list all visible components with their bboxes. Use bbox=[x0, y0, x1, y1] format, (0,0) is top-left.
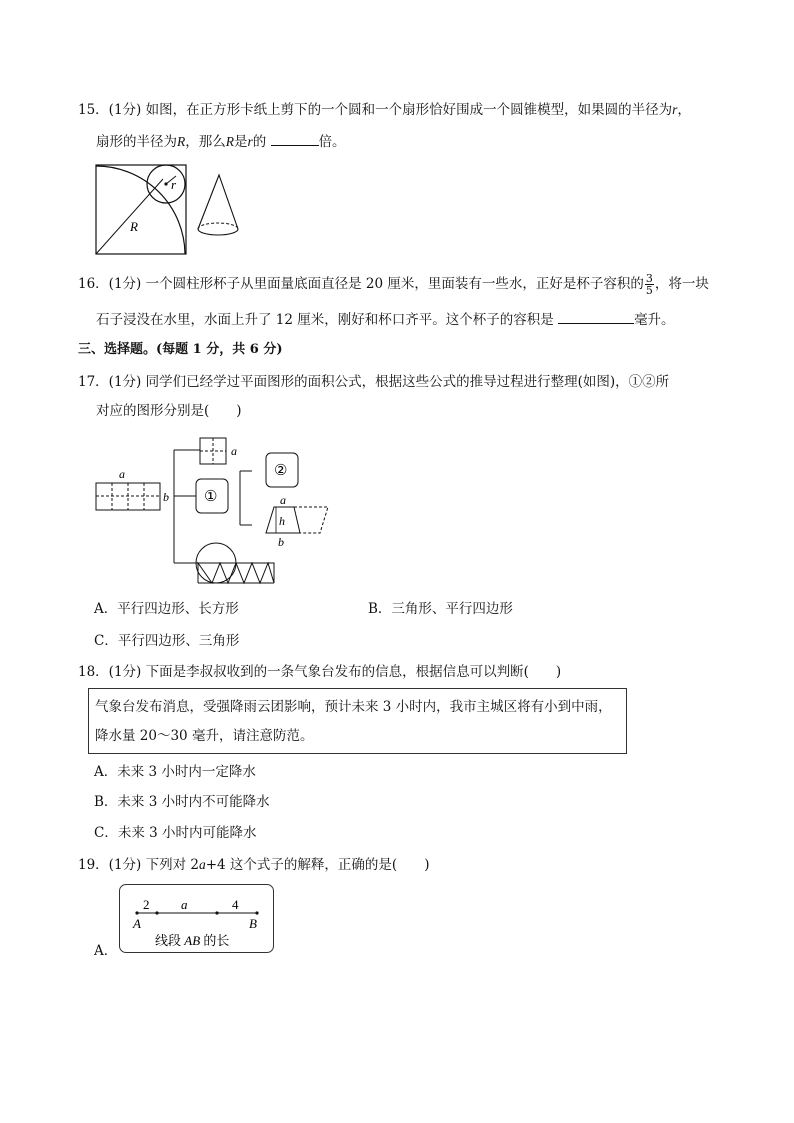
q15-line1: 15．(1分) 如图，在正方形卡纸上剪下的一个圆和一个扇形恰好围成一个圆锥模型，如果圆的半径为r， bbox=[78, 102, 691, 118]
circle-center bbox=[164, 182, 167, 185]
answer-blank[interactable] bbox=[558, 311, 634, 324]
label-two: ② bbox=[274, 463, 288, 479]
q17-derivation-figure bbox=[94, 435, 334, 590]
label-a-square: a bbox=[231, 444, 237, 458]
q17-line2: 对应的图形分别是( ) bbox=[96, 403, 242, 419]
section-heading: 三、选择题。(每题 1 分，共 6 分) bbox=[78, 342, 283, 357]
cone-sides bbox=[198, 175, 238, 229]
q16-line1: 16．(1分) 一个圆柱形杯子从里面量底面直径是 20 厘米，里面装有一些水，正好是杯子容积的 $\frac{3}{5}$ ，将一块 bbox=[78, 272, 709, 297]
q15-cone-figure bbox=[96, 165, 246, 255]
label-B: B bbox=[249, 916, 257, 931]
label-a-left: a bbox=[119, 467, 125, 481]
q17-option-b[interactable]: B．三角形、平行四边形 bbox=[368, 601, 513, 617]
q18-line1: 18．(1分) 下面是李叔叔收到的一条气象台发布的信息，根据信息可以判断( ) bbox=[78, 664, 562, 680]
label-A: A bbox=[133, 916, 141, 931]
cone-base-front bbox=[198, 229, 238, 235]
label-a: a bbox=[181, 897, 188, 912]
label-a-trap: a bbox=[280, 493, 286, 507]
notice-line2: 降水量 20～30 毫升，请注意防范。 bbox=[95, 728, 314, 744]
cone-base-back bbox=[198, 223, 238, 229]
label-R: R bbox=[130, 219, 138, 234]
sector-radius bbox=[96, 179, 163, 254]
q16-line2: 石子浸没在水里，水面上升了 12 厘米，刚好和杯口齐平。这个杯子的容积是 毫升。 bbox=[96, 312, 675, 328]
notice-line1: 气象台发布消息，受强降雨云团影响，预计未来 3 小时内，我市主城区将有小到中雨， bbox=[95, 699, 612, 715]
q19-segment-figure bbox=[119, 884, 272, 951]
label-4: 4 bbox=[232, 897, 239, 912]
fraction-3-5: $\frac{3}{5}$ bbox=[645, 272, 653, 297]
q17-option-a[interactable]: A．平行四边形、长方形 bbox=[94, 601, 239, 617]
q18-option-a[interactable]: A．未来 3 小时内一定降水 bbox=[94, 764, 256, 780]
q19-option-a-label[interactable]: A． bbox=[94, 943, 118, 959]
label-h-trap: h bbox=[279, 514, 285, 528]
q18-option-c[interactable]: C．未来 3 小时内可能降水 bbox=[94, 825, 257, 841]
q15-line2: 扇形的半径为R，那么R是r的 倍。 bbox=[96, 134, 346, 150]
label-b-trap: b bbox=[278, 535, 284, 549]
q17-line1: 17．(1分) 同学们已经学过平面图形的面积公式，根据这些公式的推导过程进行整理(如图)，①②所 bbox=[78, 374, 670, 390]
label-2: 2 bbox=[143, 897, 150, 912]
q19-line1: 19．(1分) 下列对 2a+4 这个式子的解释，正确的是( ) bbox=[78, 857, 430, 873]
q18-option-b[interactable]: B．未来 3 小时内不可能降水 bbox=[94, 794, 270, 810]
caption: 线段 AB 的长 bbox=[155, 933, 230, 948]
label-b-left: b bbox=[163, 490, 169, 504]
label-r: r bbox=[171, 177, 177, 192]
label-one: ① bbox=[204, 489, 218, 505]
answer-blank[interactable] bbox=[271, 133, 319, 146]
q17-option-c[interactable]: C．平行四边形、三角形 bbox=[94, 633, 240, 649]
